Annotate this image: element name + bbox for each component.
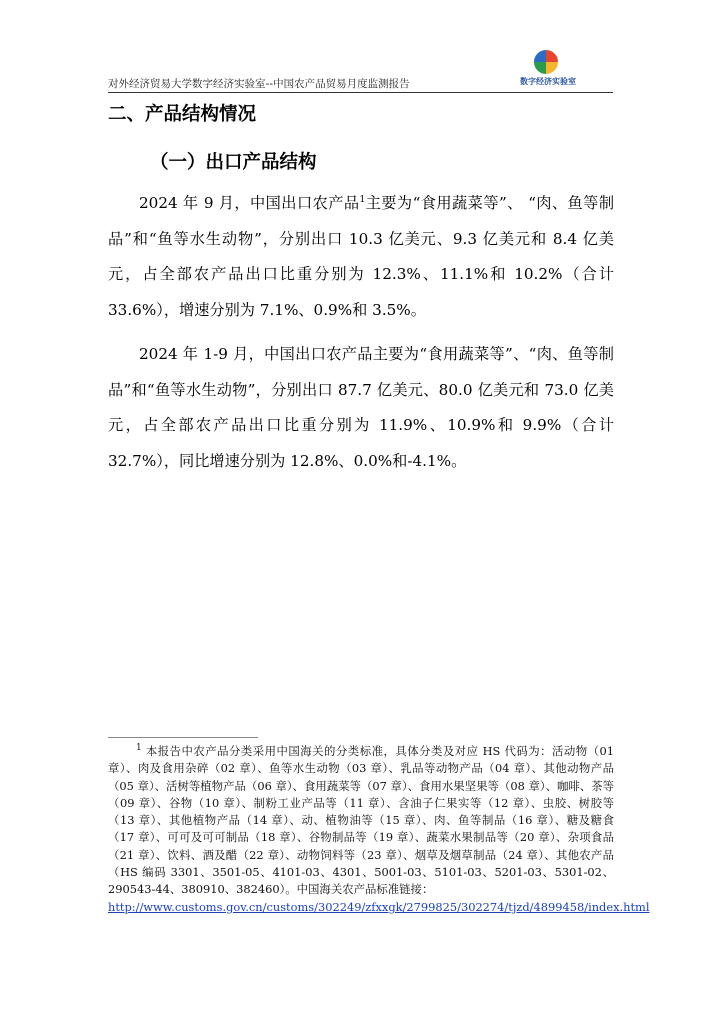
report-header: 对外经济贸易大学数字经济实验室--中国农产品贸易月度监测报告 (108, 78, 410, 90)
footnote-divider (108, 737, 258, 738)
subsection-title: （一）出口产品结构 (150, 152, 317, 173)
customs-standard-link[interactable]: http://www.customs.gov.cn/customs/302249/zfxxgk/2799825/302274/tjzd/4899458/index.html (108, 899, 650, 914)
section-title: 二、产品结构情况 (108, 104, 257, 125)
header-divider (108, 92, 613, 93)
footnote-ref[interactable]: 1 (359, 194, 366, 205)
logo-text: 数字经济实验室 (520, 77, 576, 86)
paragraph-ytd: 2024 年 1-9 月，中国出口农产品主要为“食用蔬菜等”、“肉、鱼等制品”和“鱼等水生动物”，分别出口 87.7 亿美元、80.0 亿美元和 73.0 亿美元，占全部农产品出口比重分别为 11.9%、10.9%和 9.9%（合计 32.7%），同比增速分别为 12.8%、0.0%和-4.1%。 (108, 345, 614, 470)
paragraph-monthly: 2024 年 9 月，中国出口农产品$^1$主要为“食用蔬菜等”、 “肉、鱼等制品”和“鱼等水生动物”，分别出口 10.3 亿美元、9.3 亿美元和 8.4 亿美元，占全部农产品出口比重分别为 12.3%、11.1%和 10.2%（合计 33.6%），增速分别为 7.1%、0.9%和 3.5%。 (108, 194, 615, 319)
logo-globe-icon (534, 50, 558, 74)
footnote-marker: 1 (136, 743, 142, 754)
lab-logo (520, 50, 580, 90)
footnote-text: 本报告中农产品分类采用中国海关的分类标准，具体分类及对应 HS 代码为：活动物（01 章）、肉及食用杂碎（02 章）、鱼等水生动物（03 章）、乳品等动物产品（04 章）、其他动物产品（05 章）、活树等植物产品（06 章）、食用蔬菜等（07 章）、食用水果坚果等（08 章）、咖啡、茶等（09 章）、谷物（10 章）、制粉工业产品等（11 章）、含油子仁果实等（12 章）、虫胶、树胶等（13 章）、其他植物产品（14 章）、动、植物油等（15 章）、肉、鱼等制品（16 章）、糖及糖食（17 章）、可可及可可制品（18 章）、谷物制品等（19 章）、蔬菜水果制品等（20 章）、杂项食品（21 章）、饮料、酒及醋（22 章）、动物饲料等（23 章）、烟草及烟草制品（24 章）、其他农产品（HS 编码 3301、3501-05、4101-03、4301、5001-03、5101-03、5201-03、5301-02、290543-44、380910、382460）。中国海关农产品标准链接： (108, 744, 614, 897)
footnote (108, 743, 650, 916)
